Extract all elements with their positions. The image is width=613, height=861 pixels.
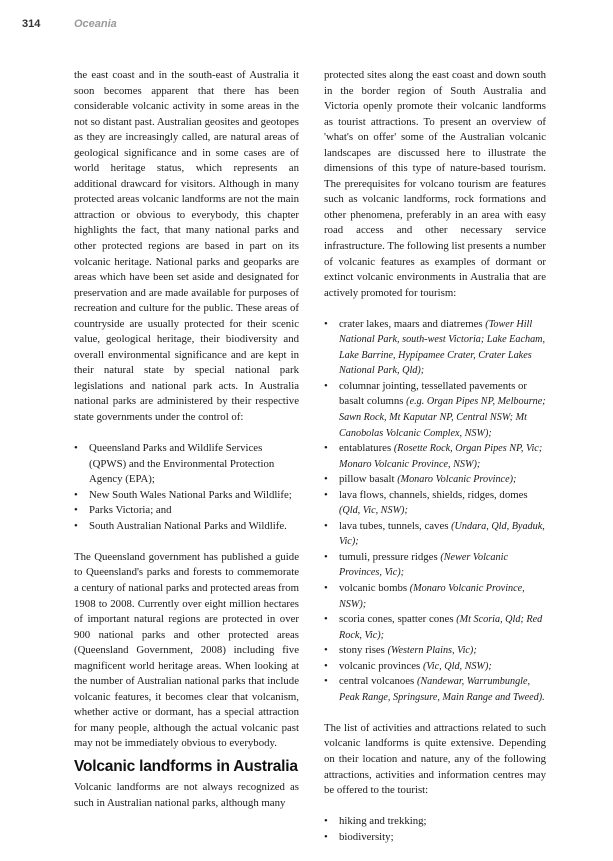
feature-example: (Rosette Rock, Organ Pipes NP, Vic; Monaro Volcanic Province, NSW); <box>339 443 543 470</box>
feature-example: (Qld, Vic, NSW); <box>339 505 408 517</box>
paragraph: The list of activities and attractions related to such volcanic landforms is quite extensive. Depending on their location and nature, any of the following attractions, activities and information centres may be offered to the tourist: <box>324 721 546 797</box>
paragraph: protected sites along the east coast and down south in the border region of South Australia and Victoria openly promote their volcanic landforms as tourist attractions. To present an overview of 'what's on offer' some of the Australian volcanic landscapes are discussed here to illustrate the dimensions of this type of nature-based tourism. The prerequisites for volcano tourism are features such as volcanic landforms, rock formations and other phenomena, preferably in an area with easy road access and other necessary service infrastructure. The following list presents a number of volcanic features as examples of dormant or extinct volcanic environments in Australia that are actively promoted for tourism: <box>324 69 546 299</box>
paragraph: The Queensland government has published a guide to Queensland's parks and forests to commemorate a century of national parks and protected areas from 1908 to 2008. Currently over eight million hectares of important natural regions are protected in over 900 national parks and other protected areas (Queensland Government, 2008) including five magnificent world heritage areas. When looking at the number of Australian national parks that include volcanic features, it becomes clear that volcanism, whether active or dormant, has a special attraction for many people, although the actual volcanic past may not be immediately obvious to everybody. <box>74 550 299 750</box>
list-item <box>324 550 546 581</box>
right-column <box>324 68 546 861</box>
list-item: • hiking and trekking; <box>324 814 546 830</box>
list-item <box>324 519 546 550</box>
feature-example: (Undara, Qld, Byaduk, Vic); <box>339 520 545 548</box>
list-item: • Parks Victoria; and <box>74 503 299 519</box>
running-title: Oceania <box>74 18 117 30</box>
list-item: • biodiversity; <box>324 830 546 846</box>
feature-name: pillow basalt <box>339 473 398 486</box>
left-column <box>74 68 299 811</box>
volcanic-features-list <box>324 317 546 706</box>
feature-name: tumuli, pressure ridges <box>339 550 441 563</box>
feature-name: volcanic bombs <box>339 582 410 594</box>
feature-example: (Monaro Volcanic Province, NSW); <box>339 583 525 610</box>
agency-list <box>74 441 299 534</box>
page-number: 314 <box>22 18 41 30</box>
feature-name: entablatures <box>339 442 394 455</box>
list-item <box>324 612 546 643</box>
list-item <box>324 441 546 472</box>
feature-example: (Tower Hill National Park, south-west Victoria; Lake Eacham, Lake Barrine, Hypipamee Crater, Crater Lakes National Park, Qld); <box>339 318 546 377</box>
list-item <box>324 643 546 659</box>
running-head <box>0 14 613 38</box>
list-item <box>324 317 546 379</box>
feature-example: (e.g. Organ Pipes NP, Melbourne; Sawn Rock, Mt Kaputar NP, Central NSW; Mt Canobolas Volcanic Complex, NSW); <box>339 396 546 439</box>
list-item: • New South Wales National Parks and Wildlife; <box>74 488 299 504</box>
feature-name: stony rises <box>339 644 388 657</box>
list-item <box>324 472 546 488</box>
feature-name: lava flows, channels, shields, ridges, domes <box>339 488 528 501</box>
list-item <box>324 379 546 441</box>
paragraph: Volcanic landforms are not always recognized as such in Australian national parks, although many <box>74 780 299 809</box>
list-item: • Queensland Parks and Wildlife Services (QPWS) and the Environmental Protection Agency (EPA); <box>74 441 299 488</box>
activities-list <box>324 814 546 845</box>
list-item <box>324 659 546 675</box>
feature-name: scoria cones, spatter cones <box>339 613 457 626</box>
list-item <box>324 488 546 519</box>
section-heading: Volcanic landforms in Australia <box>74 757 298 775</box>
feature-name: crater lakes, maars and diatremes <box>339 317 486 330</box>
list-item <box>324 581 546 612</box>
feature-example: (Newer Volcanic Provinces, Vic); <box>339 551 508 579</box>
feature-example: (Nandewar, Warrumbungle, Peak Range, Springsure, Main Range and Tweed). <box>339 676 545 703</box>
feature-example: (Mt Scoria, Qld; Red Rock, Vic); <box>339 614 543 641</box>
feature-name: volcanic provinces <box>339 659 423 672</box>
feature-name: central volcanoes <box>339 675 417 688</box>
list-item <box>324 674 546 705</box>
paragraph: the east coast and in the south-east of Australia it soon becomes apparent that there has been considerable volcanic activity in some areas in the not so distant past. Australian geosites and geotopes as they are increasingly called, are natural areas of geological significance and in some cases are of world heritage status, which represents an additional drawcard for visitors. Although in many protected areas volcanic landforms are not the main attraction or obvious to everybody, this chapter highlights the fact, that many national parks and other protected regions are based in part on its volcanic heritage. National parks and geoparks are areas which have been set aside and designated for preservation and are made available for purposes of recreation and culture for the public. These areas of countryside are usually protected for their scenic value, geological heritage, their biodiversity and overall environmental significance and are kept in their natural state by special national park legislations and national park acts. In Australia national parks are administered by their respective state governments under the control of: <box>74 69 299 424</box>
feature-example: (Monaro Volcanic Province); <box>397 474 517 486</box>
feature-example: (Western Plains, Vic); <box>387 645 477 657</box>
list-item: • South Australian National Parks and Wildlife. <box>74 519 299 535</box>
feature-name: columnar jointing, tessellated pavements or basalt columns <box>339 379 527 408</box>
feature-name: lava tubes, tunnels, caves <box>339 519 452 532</box>
feature-example: (Vic, Qld, NSW); <box>422 660 492 672</box>
